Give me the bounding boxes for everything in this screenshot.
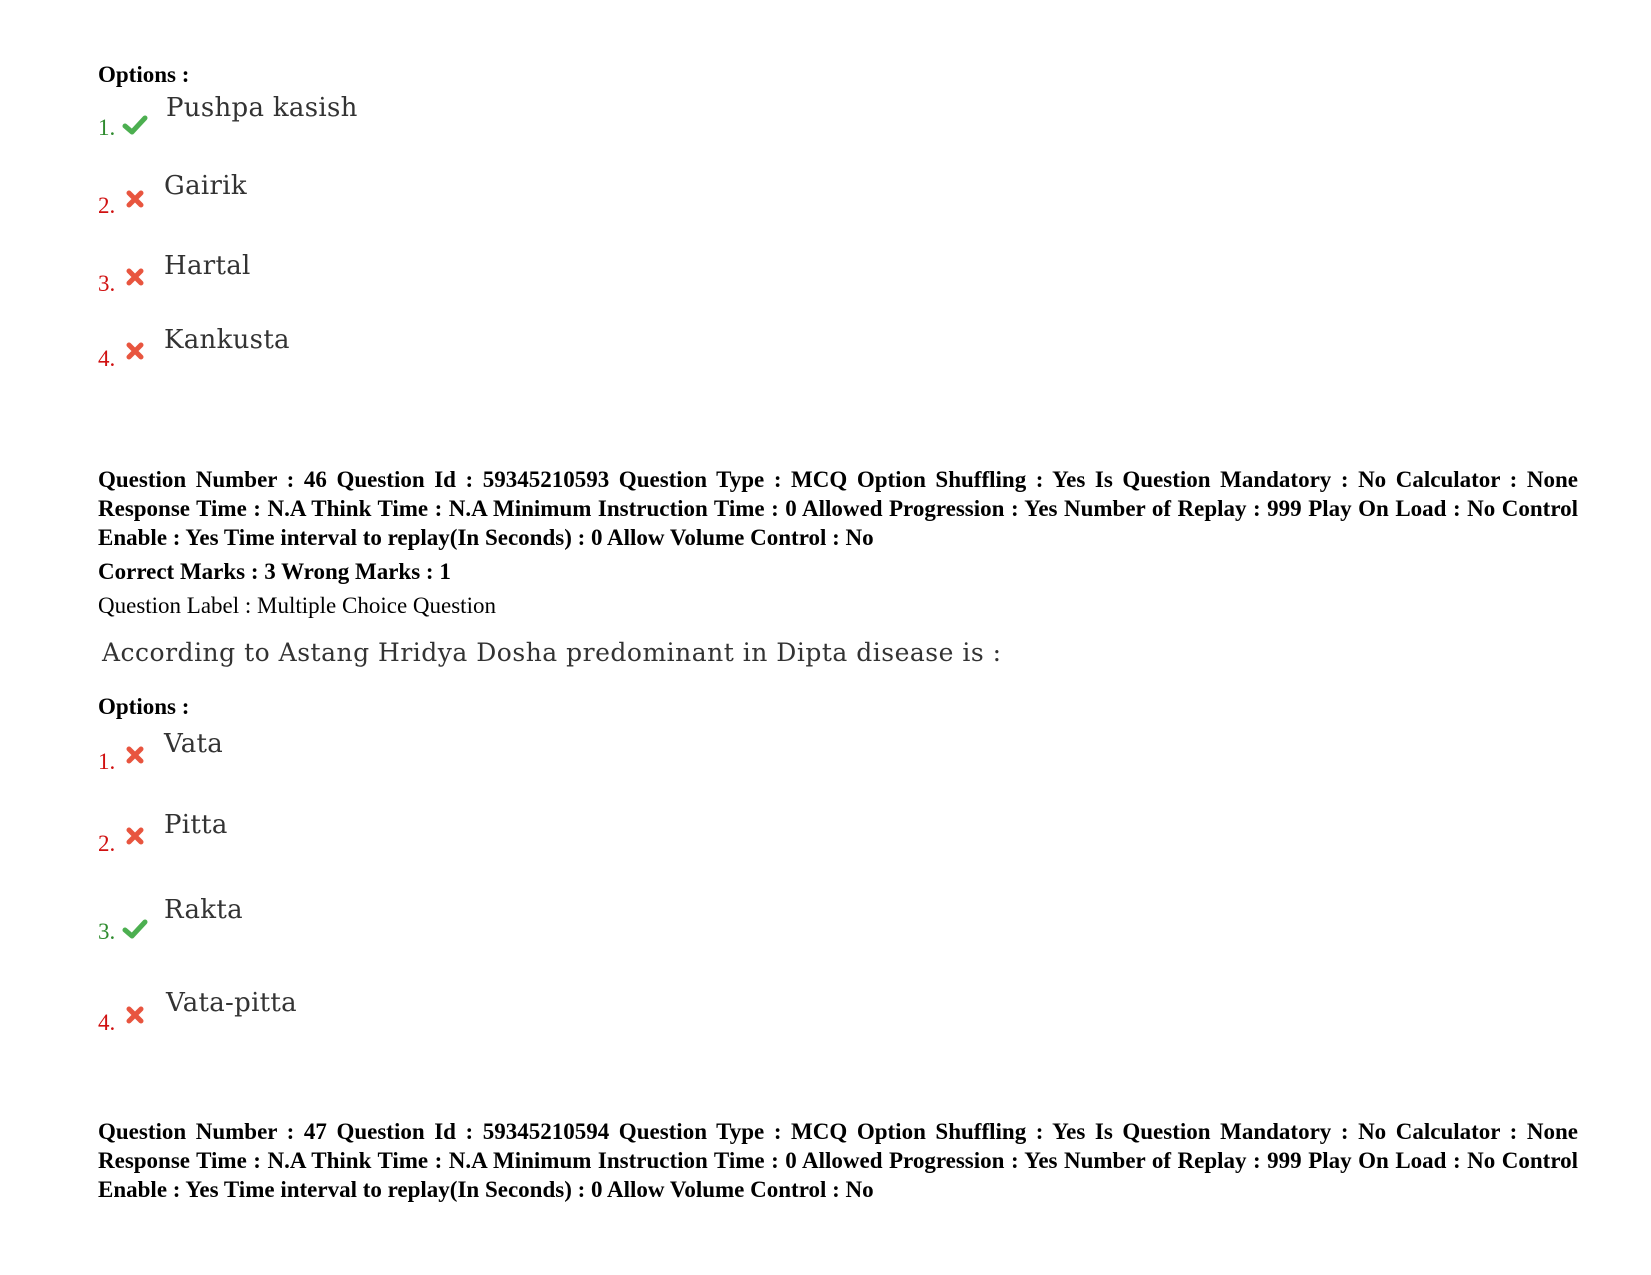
option-item — [98, 810, 798, 865]
question-47-meta: Question Number : 47 Question Id : 59345210594 Question Type : MCQ Option Shuffling : Yes Is Question Mandatory : No Calculator : None Response Time : N.A Think Time : N.A Minimum Instruction Time : 0 Allowed Progression : Yes Number of Replay : 999 Play On Load : No Control Enable : Yes Time interval to replay(In Seconds) : 0 Allow Volume Control : No — [98, 1119, 1578, 1202]
options-heading: Options : — [98, 694, 190, 719]
option-item — [98, 171, 798, 226]
question-46-meta: Question Number : 46 Question Id : 59345210593 Question Type : MCQ Option Shuffling : Yes Is Question Mandatory : No Calculator : None Response Time : N.A Think Time : N.A Minimum Instruction Time : 0 Allowed Progression : Yes Number of Replay : 999 Play On Load : No Control Enable : Yes Time interval to replay(In Seconds) : 0 Allow Volume Control : No — [98, 467, 1578, 550]
option-number: 1. — [98, 115, 116, 140]
cross-icon — [122, 338, 148, 364]
option-text: Pitta — [164, 810, 228, 840]
option-item — [98, 93, 798, 148]
option-text: Vata — [164, 729, 224, 759]
cross-icon — [122, 1002, 148, 1028]
option-text: Kankusta — [164, 325, 290, 355]
option-item — [98, 251, 798, 306]
question-46-label: Question Label : Multiple Choice Question — [98, 593, 496, 618]
cross-icon — [122, 742, 148, 768]
option-item — [98, 729, 798, 783]
options-heading: Options : — [98, 62, 190, 87]
option-text: Gairik — [164, 171, 247, 201]
option-text: Hartal — [164, 251, 251, 281]
cross-icon — [122, 264, 148, 290]
cross-icon — [122, 186, 148, 212]
option-item — [98, 988, 798, 1043]
check-icon — [122, 112, 148, 138]
option-number: 1. — [98, 749, 116, 774]
option-number: 4. — [98, 346, 116, 371]
option-number: 2. — [98, 831, 116, 856]
option-text: Vata-pitta — [166, 988, 297, 1018]
cross-icon — [122, 823, 148, 849]
option-item — [98, 895, 798, 952]
option-number: 2. — [98, 193, 116, 218]
option-number: 3. — [98, 919, 116, 944]
check-icon — [122, 916, 148, 942]
option-text: Rakta — [164, 895, 243, 925]
question-46-marks: Correct Marks : 3 Wrong Marks : 1 — [98, 559, 451, 584]
question-46-text: According to Astang Hridya Dosha predominant in Dipta disease is : — [102, 638, 1002, 667]
option-item — [98, 325, 798, 380]
option-number: 3. — [98, 271, 116, 296]
option-text: Pushpa kasish — [166, 93, 358, 123]
option-number: 4. — [98, 1010, 116, 1035]
